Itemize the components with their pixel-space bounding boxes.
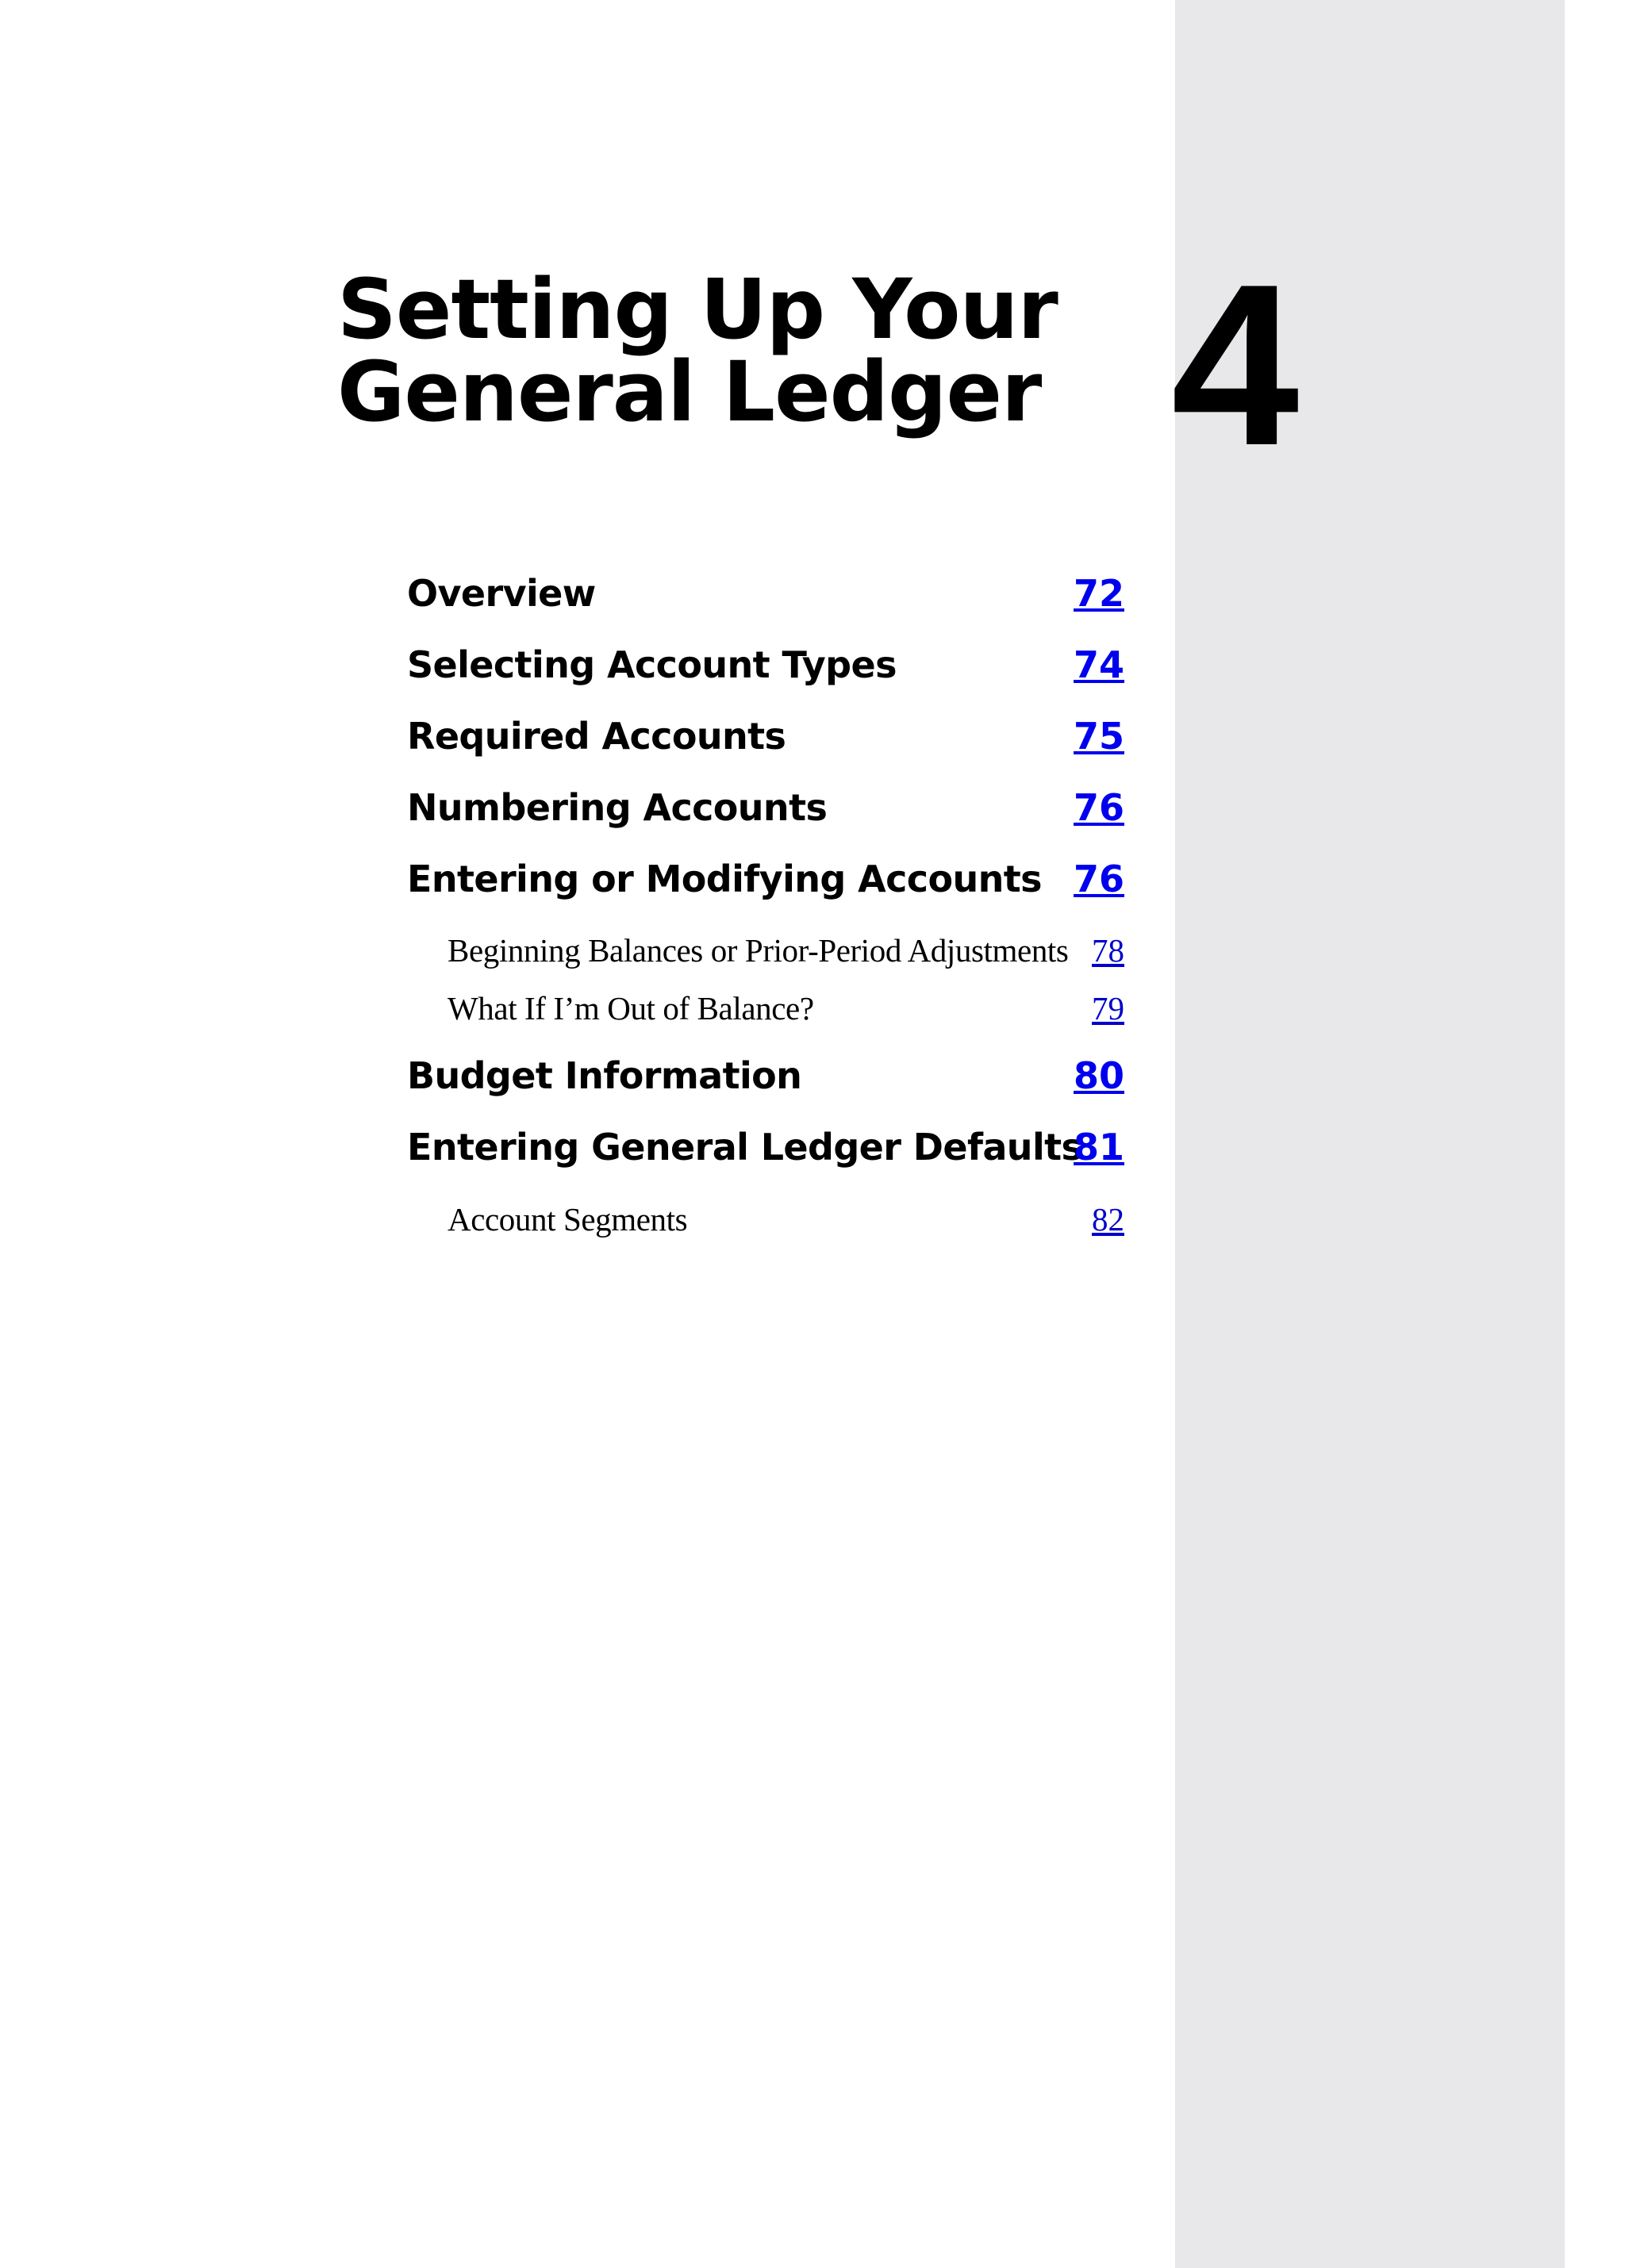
toc-entry-label: Selecting Account Types	[407, 643, 897, 686]
toc-entry-budget-information	[407, 1052, 1124, 1099]
toc-entry-required-accounts	[407, 712, 1124, 760]
chapter-number: 4	[1171, 236, 1297, 493]
toc-entry-label: Account Segments	[448, 1201, 688, 1238]
table-of-contents	[407, 0, 1124, 2268]
toc-entry-label: What If I’m Out of Balance?	[448, 990, 814, 1027]
toc-entry-beginning-balances	[407, 927, 1124, 974]
toc-entry-label: Numbering Accounts	[407, 786, 828, 829]
toc-page-link[interactable]: 76	[1073, 786, 1124, 829]
toc-entry-selecting-account-types	[407, 641, 1124, 689]
toc-entry-overview	[407, 570, 1124, 617]
chapter-title-line-1: Setting Up Your	[337, 261, 1058, 358]
toc-entry-entering-or-modifying-accounts	[407, 855, 1124, 903]
toc-entry-label: Budget Information	[407, 1054, 802, 1097]
toc-entry-label: Required Accounts	[407, 715, 786, 758]
toc-page-link[interactable]: 74	[1073, 643, 1124, 686]
toc-entry-label: Entering or Modifying Accounts	[407, 858, 1042, 900]
toc-entry-label: Beginning Balances or Prior-Period Adjustments	[448, 932, 1069, 969]
toc-page-link[interactable]: 81	[1073, 1126, 1124, 1169]
chapter-title-line-2: General Ledger	[337, 343, 1042, 440]
toc-page-link[interactable]: 82	[1092, 1201, 1124, 1238]
toc-page-link[interactable]: 78	[1092, 932, 1124, 969]
toc-page-link[interactable]: 79	[1092, 990, 1124, 1027]
toc-entry-label: Entering General Ledger Defaults	[407, 1126, 1083, 1169]
toc-page-link[interactable]: 75	[1073, 715, 1124, 758]
toc-entry-general-ledger-defaults	[407, 1123, 1124, 1171]
toc-entry-label: Overview	[407, 572, 596, 615]
toc-entry-numbering-accounts	[407, 784, 1124, 831]
toc-page-link[interactable]: 76	[1073, 858, 1124, 900]
toc-page-link[interactable]: 80	[1073, 1054, 1124, 1097]
toc-entry-account-segments	[407, 1195, 1124, 1243]
toc-page-link[interactable]: 72	[1073, 572, 1124, 615]
toc-entry-out-of-balance	[407, 984, 1124, 1032]
